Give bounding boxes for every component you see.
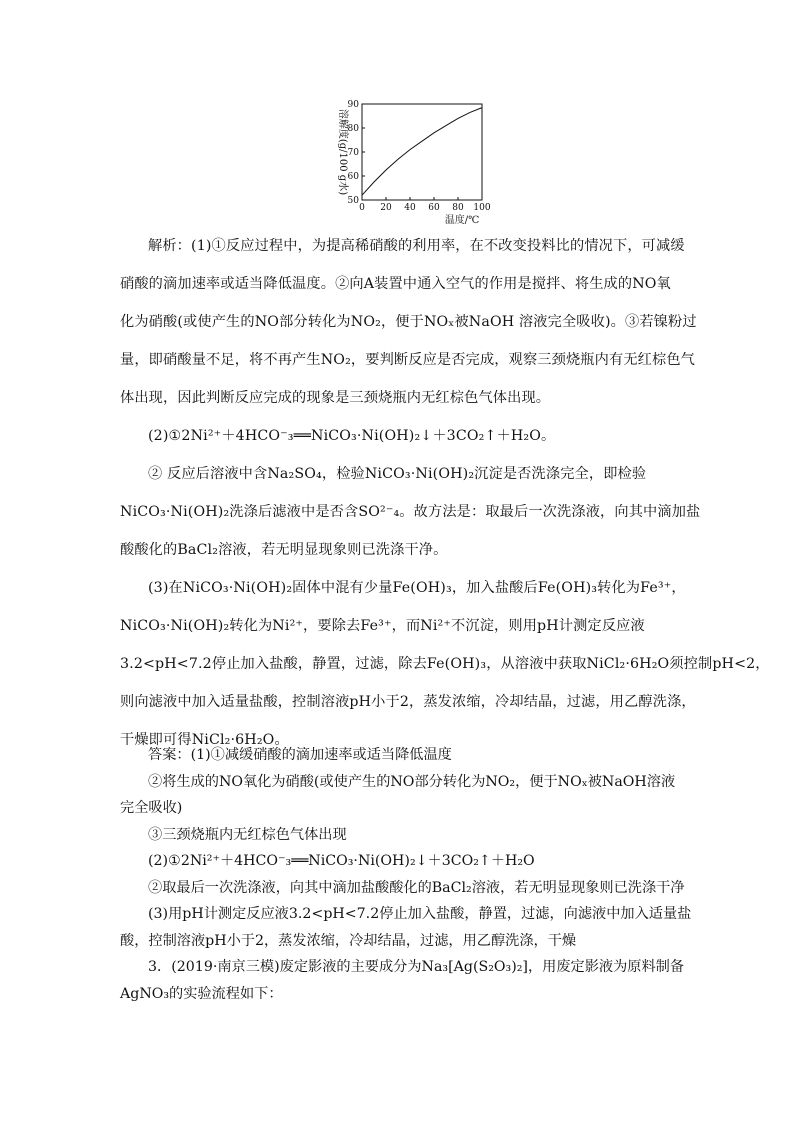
plot-frame (362, 104, 482, 200)
x-tick-label: 20 (380, 203, 392, 213)
answer-line: (2)①2Ni²⁺＋4HCO⁻₃══NiCO₃·Ni(OH)₂↓＋3CO₂↑＋H₂O (148, 853, 535, 869)
series-line (362, 108, 482, 196)
question-line: 3．(2019·南京三模)废定影液的主要成分为Na₃[Ag(S₂O₃)₂]，用废定影液为原料制备 (148, 959, 685, 975)
x-tick-label: 100 (473, 203, 491, 213)
analysis-line: 体出现，因此判断反应完成的现象是三颈烧瓶内无红棕色气体出现。 (120, 390, 551, 406)
analysis-line: 硝酸的滴加速率或适当降低温度。②向A装置中通入空气的作用是搅拌、将生成的NO氧 (120, 276, 671, 292)
question-line: AgNO₃的实验流程如下： (120, 985, 283, 1002)
analysis-line: (3)在NiCO₃·Ni(OH)₂固体中混有少量Fe(OH)₃，加入盐酸后Fe(OH)₃转化为Fe³⁺， (148, 580, 686, 596)
answer-line: ②将生成的NO氧化为硝酸(或使产生的NO部分转化为NO₂，便于NOₓ被NaOH溶液 (148, 773, 676, 790)
analysis-line: (2)①2Ni²⁺＋4HCO⁻₃══NiCO₃·Ni(OH)₂↓＋3CO₂↑＋H₂O。 (148, 428, 556, 444)
analysis-line: 干燥即可得NiCl₂·6H₂O。 (120, 732, 289, 748)
chart-ticks (348, 100, 491, 213)
x-tick-label: 0 (359, 203, 365, 213)
answer-line: 完全吸收) (120, 800, 183, 816)
y-axis-label: 溶解度(g/100 g水) (337, 108, 348, 196)
y-tick-label: 50 (347, 196, 359, 206)
analysis-line: 则向滤液中加入适量盐酸，控制溶液pH小于2，蒸发浓缩，冷却结晶，过滤，用乙醇洗涤， (120, 694, 696, 710)
y-tick-label: 80 (347, 124, 359, 134)
y-tick-label: 60 (347, 172, 359, 182)
answer-line: 答案：(1)①减缓硝酸的滴加速率或适当降低温度 (148, 747, 452, 763)
analysis-line: NiCO₃·Ni(OH)₂洗涤后滤液中是否含SO²⁻₄。故方法是：取最后一次洗涤液，向其中滴加盐 (120, 504, 701, 520)
y-tick-label: 90 (347, 100, 359, 110)
solubility-chart (318, 92, 498, 226)
analysis-line: NiCO₃·Ni(OH)₂转化为Ni²⁺，要除去Fe³⁺，而Ni²⁺不沉淀，则用pH计测定反应液 (120, 618, 645, 634)
x-tick-label: 40 (404, 203, 416, 213)
analysis-line: 解析：(1)①反应过程中，为提高稀硝酸的利用率，在不改变投料比的情况下，可减缓 (148, 238, 685, 254)
answer-line: ②取最后一次洗涤液，向其中滴加盐酸酸化的BaCl₂溶液，若无明显现象则已洗涤干净 (148, 879, 685, 896)
x-axis-label: 温度/℃ (444, 215, 480, 226)
analysis-line: 酸酸化的BaCl₂溶液，若无明显现象则已洗涤干净。 (120, 542, 448, 558)
analysis-line: ② 反应后溶液中含Na₂SO₄，检验NiCO₃·Ni(OH)₂沉淀是否洗涤完全，即检验 (148, 466, 647, 482)
analysis-line: 量，即硝酸量不足，将不再产生NO₂，要判断反应是否完成，观察三颈烧瓶内有无红棕色气 (120, 352, 696, 368)
chart-axes (362, 104, 482, 200)
analysis-line: 化为硝酸(或使产生的NO部分转化为NO₂，便于NOₓ被NaOH 溶液完全吸收)。③若镍粉过 (120, 314, 697, 330)
analysis-text (120, 227, 770, 759)
x-tick-label: 80 (452, 203, 464, 213)
answer-line: (3)用pH计测定反应液3.2<pH<7.2停止加入盐酸，静置，过滤，向滤液中加入适量盐 (148, 906, 692, 922)
answer-line: ③三颈烧瓶内无红棕色气体出现 (148, 826, 347, 843)
answer-line: 酸，控制溶液pH小于2，蒸发浓缩，冷却结晶，过滤，用乙醇洗涤，干燥 (120, 932, 577, 949)
x-tick-label: 60 (428, 203, 440, 213)
y-tick-label: 70 (347, 148, 359, 158)
analysis-line: 3.2<pH<7.2停止加入盐酸，静置，过滤，除去Fe(OH)₃，从溶液中获取NiCl₂·6H₂O须控制pH<2， (120, 656, 770, 672)
answer-text (120, 742, 692, 1007)
